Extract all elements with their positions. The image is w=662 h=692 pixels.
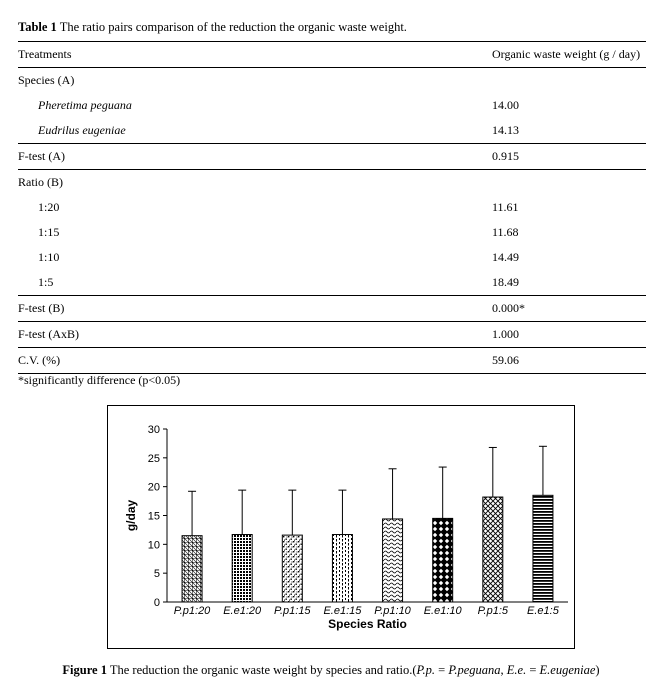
figure-caption-abbr-pp: P.p. xyxy=(416,663,436,677)
table-row xyxy=(18,118,646,144)
bar xyxy=(282,535,302,602)
bar xyxy=(232,535,252,602)
header-organic-waste-weight: Organic waste weight (g / day) xyxy=(492,42,646,68)
bar xyxy=(533,495,553,602)
y-tick-label: 10 xyxy=(147,539,160,552)
figure-caption xyxy=(0,663,662,678)
y-tick-label: 0 xyxy=(153,597,160,609)
y-tick-label: 20 xyxy=(147,481,160,494)
table-row xyxy=(18,296,646,322)
row-value xyxy=(492,68,646,94)
x-tick-label: P.p1:15 xyxy=(274,605,311,617)
row-label-species: Species (A) xyxy=(18,73,75,87)
table-caption-label: Table 1 xyxy=(18,20,57,34)
table-caption xyxy=(18,20,407,35)
x-tick-label: P.p1:20 xyxy=(173,605,211,617)
row-value xyxy=(492,170,646,196)
row-label-ratio: Ratio (B) xyxy=(18,170,492,196)
x-tick-label: E.e1:15 xyxy=(323,605,362,617)
y-tick-label: 25 xyxy=(147,452,160,465)
table-row xyxy=(18,195,646,220)
figure-caption-end: ) xyxy=(595,663,600,677)
figure-caption-abbr-ee: E.e. xyxy=(506,663,527,677)
table-row xyxy=(18,68,646,94)
table-header-row xyxy=(18,42,646,68)
row-label-ratio-1-10: 1:10 xyxy=(38,250,60,264)
row-label-ratio-1-20: 1:20 xyxy=(38,200,60,214)
row-value: 14.49 xyxy=(492,250,519,264)
row-label-pheretima: Pheretima peguana xyxy=(38,98,132,112)
row-label-ratio-1-5: 1:5 xyxy=(38,275,54,289)
figure-caption-name-pp: P.peguana xyxy=(448,663,501,677)
bar xyxy=(332,535,352,602)
row-value: 18.49 xyxy=(492,275,519,289)
row-label-ftest-axb: F-test (AxB) xyxy=(18,322,492,348)
y-tick-label: 15 xyxy=(147,510,160,523)
table-footnote: *significantly difference (p<0.05) xyxy=(18,373,181,387)
table-row xyxy=(18,144,646,170)
results-table xyxy=(18,41,646,374)
bar xyxy=(483,497,503,602)
row-value: 0.000* xyxy=(492,296,646,322)
figure-caption-label: Figure 1 xyxy=(62,663,107,677)
figure-caption-sep: , xyxy=(500,663,507,677)
row-label-ratio-1-15: 1:15 xyxy=(38,225,60,239)
row-value: 14.00 xyxy=(492,98,519,112)
table-row xyxy=(18,170,646,196)
bar xyxy=(383,519,403,602)
header-treatments: Treatments xyxy=(18,42,492,68)
figure-frame xyxy=(107,405,575,649)
table-row xyxy=(18,245,646,270)
figure-caption-name-ee: E.eugeniae xyxy=(539,663,596,677)
row-value: 1.000 xyxy=(492,322,646,348)
table-row xyxy=(18,348,646,374)
row-label-ftest-a: F-test (A) xyxy=(18,144,492,170)
figure-caption-eq: = xyxy=(435,663,449,677)
x-tick-label: E.e1:5 xyxy=(527,605,559,617)
table-row xyxy=(18,93,646,118)
x-tick-label: E.e1:20 xyxy=(223,605,262,617)
row-label-ftest-b: F-test (B) xyxy=(18,296,492,322)
figure-caption-text: The reduction the organic waste weight by species and ratio.( xyxy=(106,663,417,677)
row-label-eudrilus: Eudrilus eugeniae xyxy=(38,123,126,137)
figure-caption-eq: = xyxy=(526,663,540,677)
bar xyxy=(433,518,453,602)
x-tick-label: P.p1:5 xyxy=(477,605,509,617)
row-value: 11.68 xyxy=(492,225,519,239)
y-tick-label: 5 xyxy=(153,568,160,581)
bar-chart xyxy=(108,406,574,648)
x-axis-title: Species Ratio xyxy=(328,617,407,631)
row-value: 11.61 xyxy=(492,200,519,214)
x-tick-label: P.p1:10 xyxy=(374,605,411,617)
row-label-cv: C.V. (%) xyxy=(18,348,492,374)
table-row xyxy=(18,270,646,296)
row-value: 14.13 xyxy=(492,123,519,137)
table-caption-text: The ratio pairs comparison of the reduction the organic waste weight. xyxy=(56,20,407,34)
row-value: 0.915 xyxy=(492,144,646,170)
row-value: 59.06 xyxy=(492,348,646,374)
y-axis-title: g/day xyxy=(124,499,138,532)
table-row xyxy=(18,220,646,245)
x-tick-label: E.e1:10 xyxy=(423,605,462,617)
bar xyxy=(182,536,202,602)
y-tick-label: 30 xyxy=(147,424,160,436)
table-row xyxy=(18,322,646,348)
